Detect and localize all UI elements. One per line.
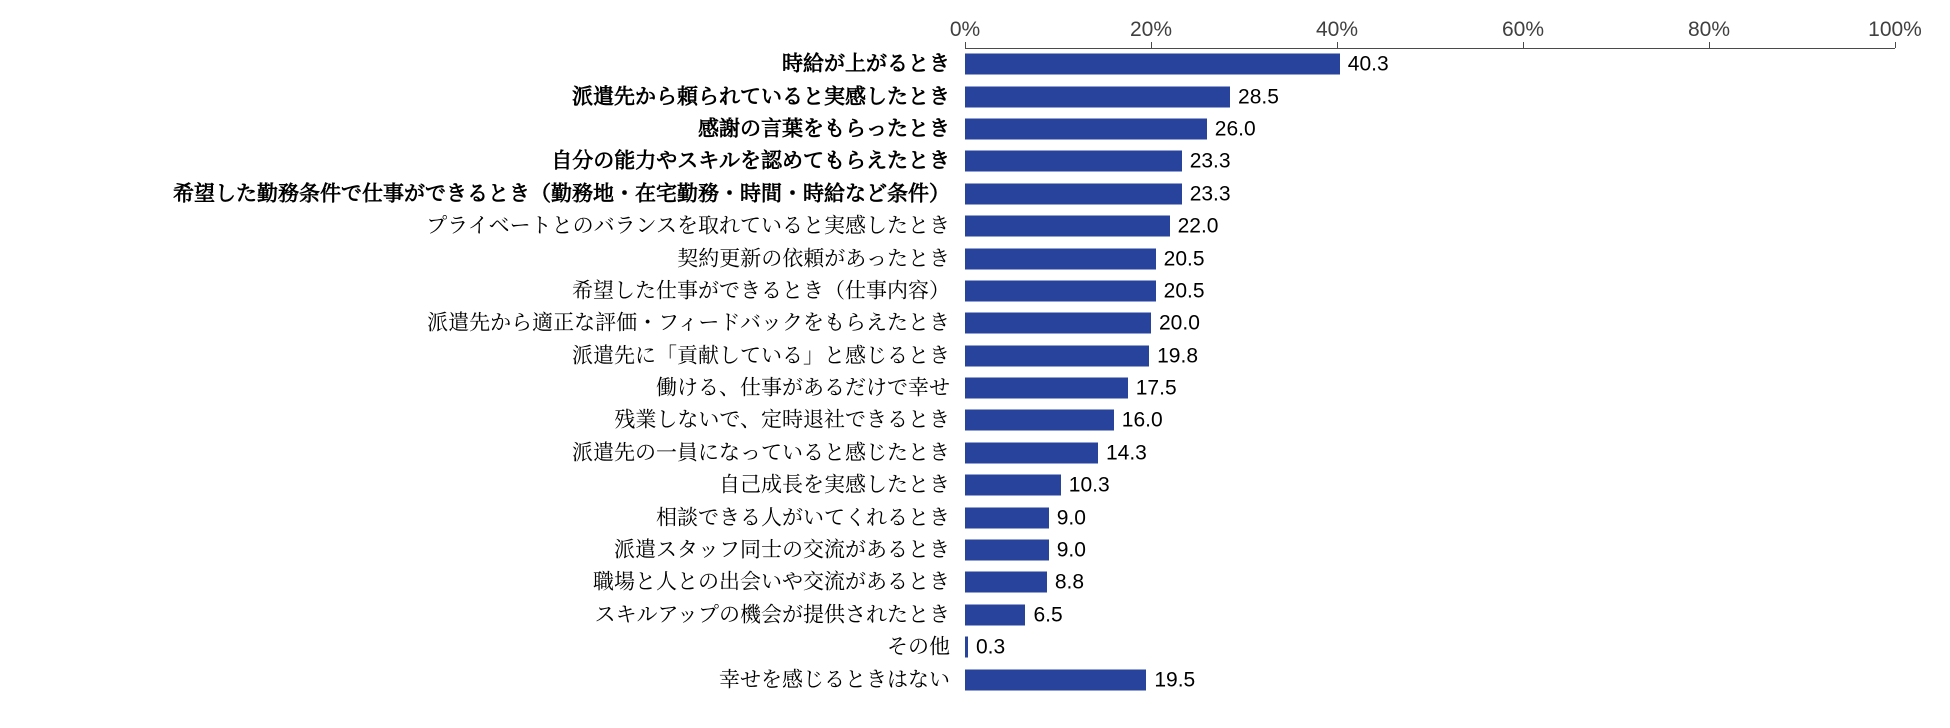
chart-row <box>0 113 1950 145</box>
x-tick-label: 60% <box>1501 18 1545 41</box>
bar <box>965 475 1061 496</box>
bar-value-label: 0.3 <box>976 635 1006 659</box>
bar-value-label: 28.5 <box>1238 85 1279 109</box>
bar-value-label: 20.5 <box>1163 279 1205 303</box>
chart-row <box>0 242 1950 274</box>
category-label: 幸せを感じるときはない <box>719 668 950 692</box>
chart-row <box>0 566 1950 598</box>
chart-row <box>0 307 1950 339</box>
bar <box>965 183 1182 204</box>
bar <box>965 442 1098 463</box>
x-tick-label: 20% <box>1129 18 1173 41</box>
chart-row <box>0 437 1950 469</box>
category-label: 職場と人との出会いや交流があるとき <box>593 570 950 594</box>
bar-value-label: 17.5 <box>1135 376 1177 400</box>
chart-row <box>0 145 1950 177</box>
bar <box>965 669 1146 690</box>
bar-value-label: 19.5 <box>1154 668 1196 692</box>
bar <box>965 345 1149 366</box>
chart-row <box>0 210 1950 242</box>
category-label: 契約更新の依頼があったとき <box>677 247 950 271</box>
category-label: 自分の能力やスキルを認めてもらえたとき <box>551 149 950 173</box>
bar-value-label: 23.3 <box>1189 182 1231 206</box>
bar-value-label: 26.0 <box>1214 117 1256 141</box>
chart-row <box>0 275 1950 307</box>
category-label: 派遣先に「貢献している」と感じるとき <box>572 344 950 368</box>
x-tick-label: 80% <box>1687 18 1731 41</box>
category-label: 残業しないで、定時退社できるとき <box>614 408 950 432</box>
bar <box>965 507 1049 528</box>
category-label: 働ける、仕事があるだけで幸せ <box>656 376 950 400</box>
category-label: 派遣先から適正な評価・フィードバックをもらえたとき <box>427 311 950 335</box>
chart-row <box>0 599 1950 631</box>
bar <box>965 572 1047 593</box>
bar-value-label: 20.0 <box>1159 311 1200 335</box>
bar <box>965 216 1170 237</box>
chart-row <box>0 404 1950 436</box>
chart-row <box>0 663 1950 695</box>
bar <box>965 118 1207 139</box>
chart-row <box>0 534 1950 566</box>
category-label: プライベートとのバランスを取れていると実感したとき <box>426 214 950 238</box>
bar <box>965 151 1182 172</box>
bar <box>965 248 1156 269</box>
bar <box>965 604 1025 625</box>
x-tick-label: 0% <box>949 18 981 41</box>
bar <box>965 637 968 658</box>
chart-row <box>0 178 1950 210</box>
bar-value-label: 14.3 <box>1105 441 1147 465</box>
chart-row <box>0 469 1950 501</box>
chart-rows <box>0 48 1950 696</box>
bar <box>965 313 1151 334</box>
bar <box>965 410 1114 431</box>
category-label: 感謝の言葉をもらったとき <box>698 117 950 141</box>
category-label: 派遣スタッフ同士の交流があるとき <box>614 538 950 562</box>
chart-row <box>0 48 1950 80</box>
bar <box>965 540 1049 561</box>
category-label: その他 <box>887 635 950 659</box>
bar-value-label: 20.5 <box>1163 247 1205 271</box>
category-label: 時給が上がるとき <box>782 52 950 76</box>
bar-value-label: 9.0 <box>1056 538 1086 562</box>
x-tick-label: 100% <box>1868 18 1922 41</box>
bar-value-label: 22.0 <box>1177 214 1219 238</box>
category-label: 派遣先から頼られていると実感したとき <box>572 85 950 109</box>
bar <box>965 54 1340 75</box>
category-label: 自己成長を実感したとき <box>719 473 950 497</box>
bar-value-label: 8.8 <box>1054 570 1085 594</box>
chart-row <box>0 340 1950 372</box>
category-label: 希望した勤務条件で仕事ができるとき（勤務地・在宅勤務・時間・時給など条件） <box>173 182 950 206</box>
category-label: スキルアップの機会が提供されたとき <box>594 603 950 627</box>
chart-row <box>0 80 1950 112</box>
bar <box>965 86 1230 107</box>
bar-value-label: 23.3 <box>1189 149 1231 173</box>
bar-value-label: 16.0 <box>1121 408 1163 432</box>
x-tick-label: 40% <box>1315 18 1359 41</box>
bar <box>965 280 1156 301</box>
bar-value-label: 40.3 <box>1347 52 1389 76</box>
bar-value-label: 10.3 <box>1068 473 1110 497</box>
bar-value-label: 6.5 <box>1033 603 1063 627</box>
chart-row <box>0 501 1950 533</box>
category-label: 相談できる人がいてくれるとき <box>656 506 950 530</box>
bar <box>965 378 1128 399</box>
bar-value-label: 9.0 <box>1056 506 1086 530</box>
bar-value-label: 19.8 <box>1157 344 1198 368</box>
chart-row <box>0 372 1950 404</box>
chart-row <box>0 631 1950 663</box>
category-label: 希望した仕事ができるとき（仕事内容） <box>572 279 950 303</box>
category-label: 派遣先の一員になっていると感じたとき <box>572 441 950 465</box>
